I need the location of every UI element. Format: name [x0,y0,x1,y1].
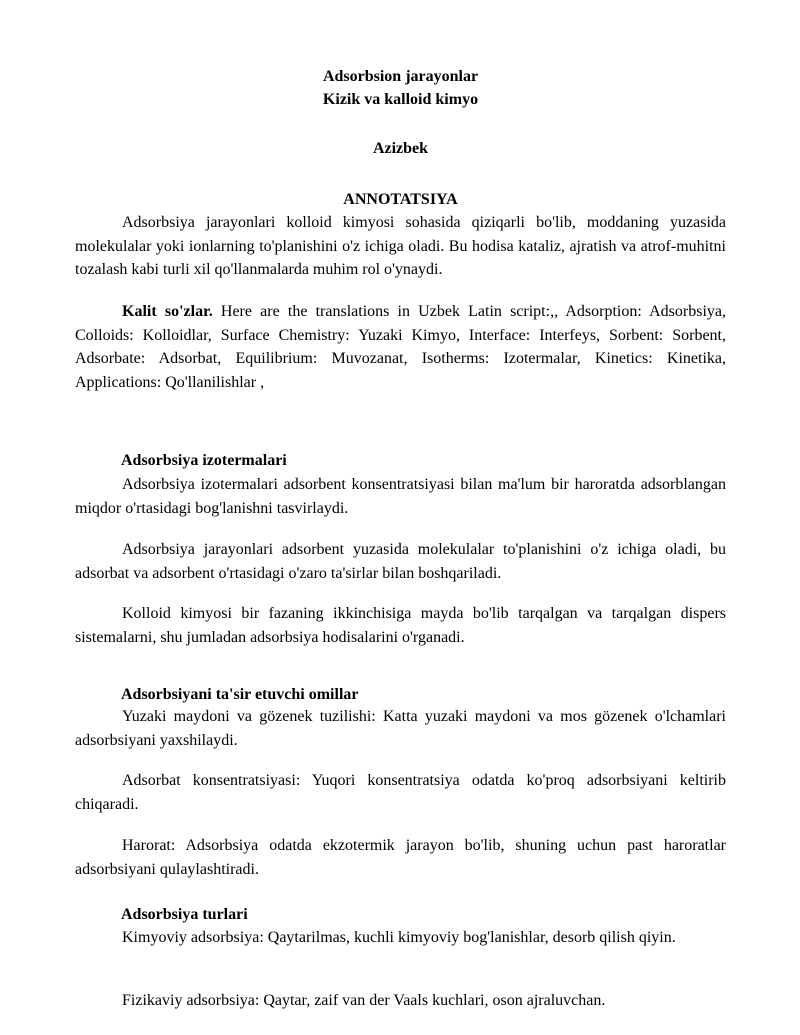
section2-paragraph-2: Adsorbat konsentratsiyasi: Yuqori konsentratsiya odatda ko'proq adsorbsiyani keltirib chiqaradi. [75,772,726,813]
document-subtitle: Kizik va kalloid kimyo [322,91,479,108]
section1-paragraph-1: Adsorbsiya izotermalari adsorbent konsentratsiyasi bilan ma'lum bir haroratda adsorblangan miqdor o'rtasidagi bog'lanishni tasvirlaydi. [75,476,726,517]
keywords-paragraph [75,300,726,394]
author-name: Azizbek [372,140,429,157]
annotation-heading: ANNOTATSIYA [343,191,458,208]
section-heading-factors: Adsorbsiyani ta'sir etuvchi omillar [121,686,359,703]
keywords-text: Here are the translations in Uzbek Latin script:,, Adsorption: Adsorbsiya, Colloids: Kolloidlar, Surface Chemistry: Yuzaki Kimyo, Interface: Interfeys, Sorbent: Sorbent, Adsorbate: Adsorbat, Equilibrium: Muvozanat, Isotherms: Izotermalar, Kinetics: Kinetika, Applications: Qo'llanilishlar , [75,303,727,391]
section1-paragraph-2: Adsorbsiya jarayonlari adsorbent yuzasida molekulalar to'planishini o'z ichiga oladi, bu adsorbat va adsorbent o'rtasidagi o'zaro ta'sirlar bilan boshqariladi. [75,541,726,582]
section-heading-isotherms: Adsorbsiya izotermalari [121,452,287,469]
annotation-paragraph: Adsorbsiya jarayonlari kolloid kimyosi sohasida qiziqarli bo'lib, moddaning yuzasida molekulalar yoki ionlarning to'planishini o'z ichiga oladi. Bu hodisa kataliz, ajratish va atrof-muhitni tozalash kabi turli xil qo'llanmalarda muhim rol o'ynaydi. [75,214,726,278]
section2-paragraph-3: Harorat: Adsorbsiya odatda ekzotermik jarayon bo'lib, shuning uchun past haroratlar adsorbsiyani qulaylashtiradi. [75,837,726,878]
section3-paragraph-1: Kimyoviy adsorbsiya: Qaytarilmas, kuchli kimyoviy bog'lanishlar, desorb qilish qiyin. [122,929,676,946]
section3-paragraph-2: Fizikaviy adsorbsiya: Qaytar, zaif van der Vaals kuchlari, oson ajraluvchan. [122,992,606,1009]
keywords-label: Kalit so'zlar. [122,303,213,320]
document-title: Adsorbsion jarayonlar [322,68,479,85]
section2-paragraph-1: Yuzaki maydoni va gözenek tuzilishi: Katta yuzaki maydoni va mos gözenek o'lchamlari adsorbsiyani yaxshilaydi. [75,708,726,749]
section1-paragraph-3: Kolloid kimyosi bir fazaning ikkinchisiga mayda bo'lib tarqalgan va tarqalgan dispers sistemalarni, shu jumladan adsorbsiya hodisalarini o'rganadi. [75,605,726,646]
section-heading-types: Adsorbsiya turlari [121,906,248,923]
